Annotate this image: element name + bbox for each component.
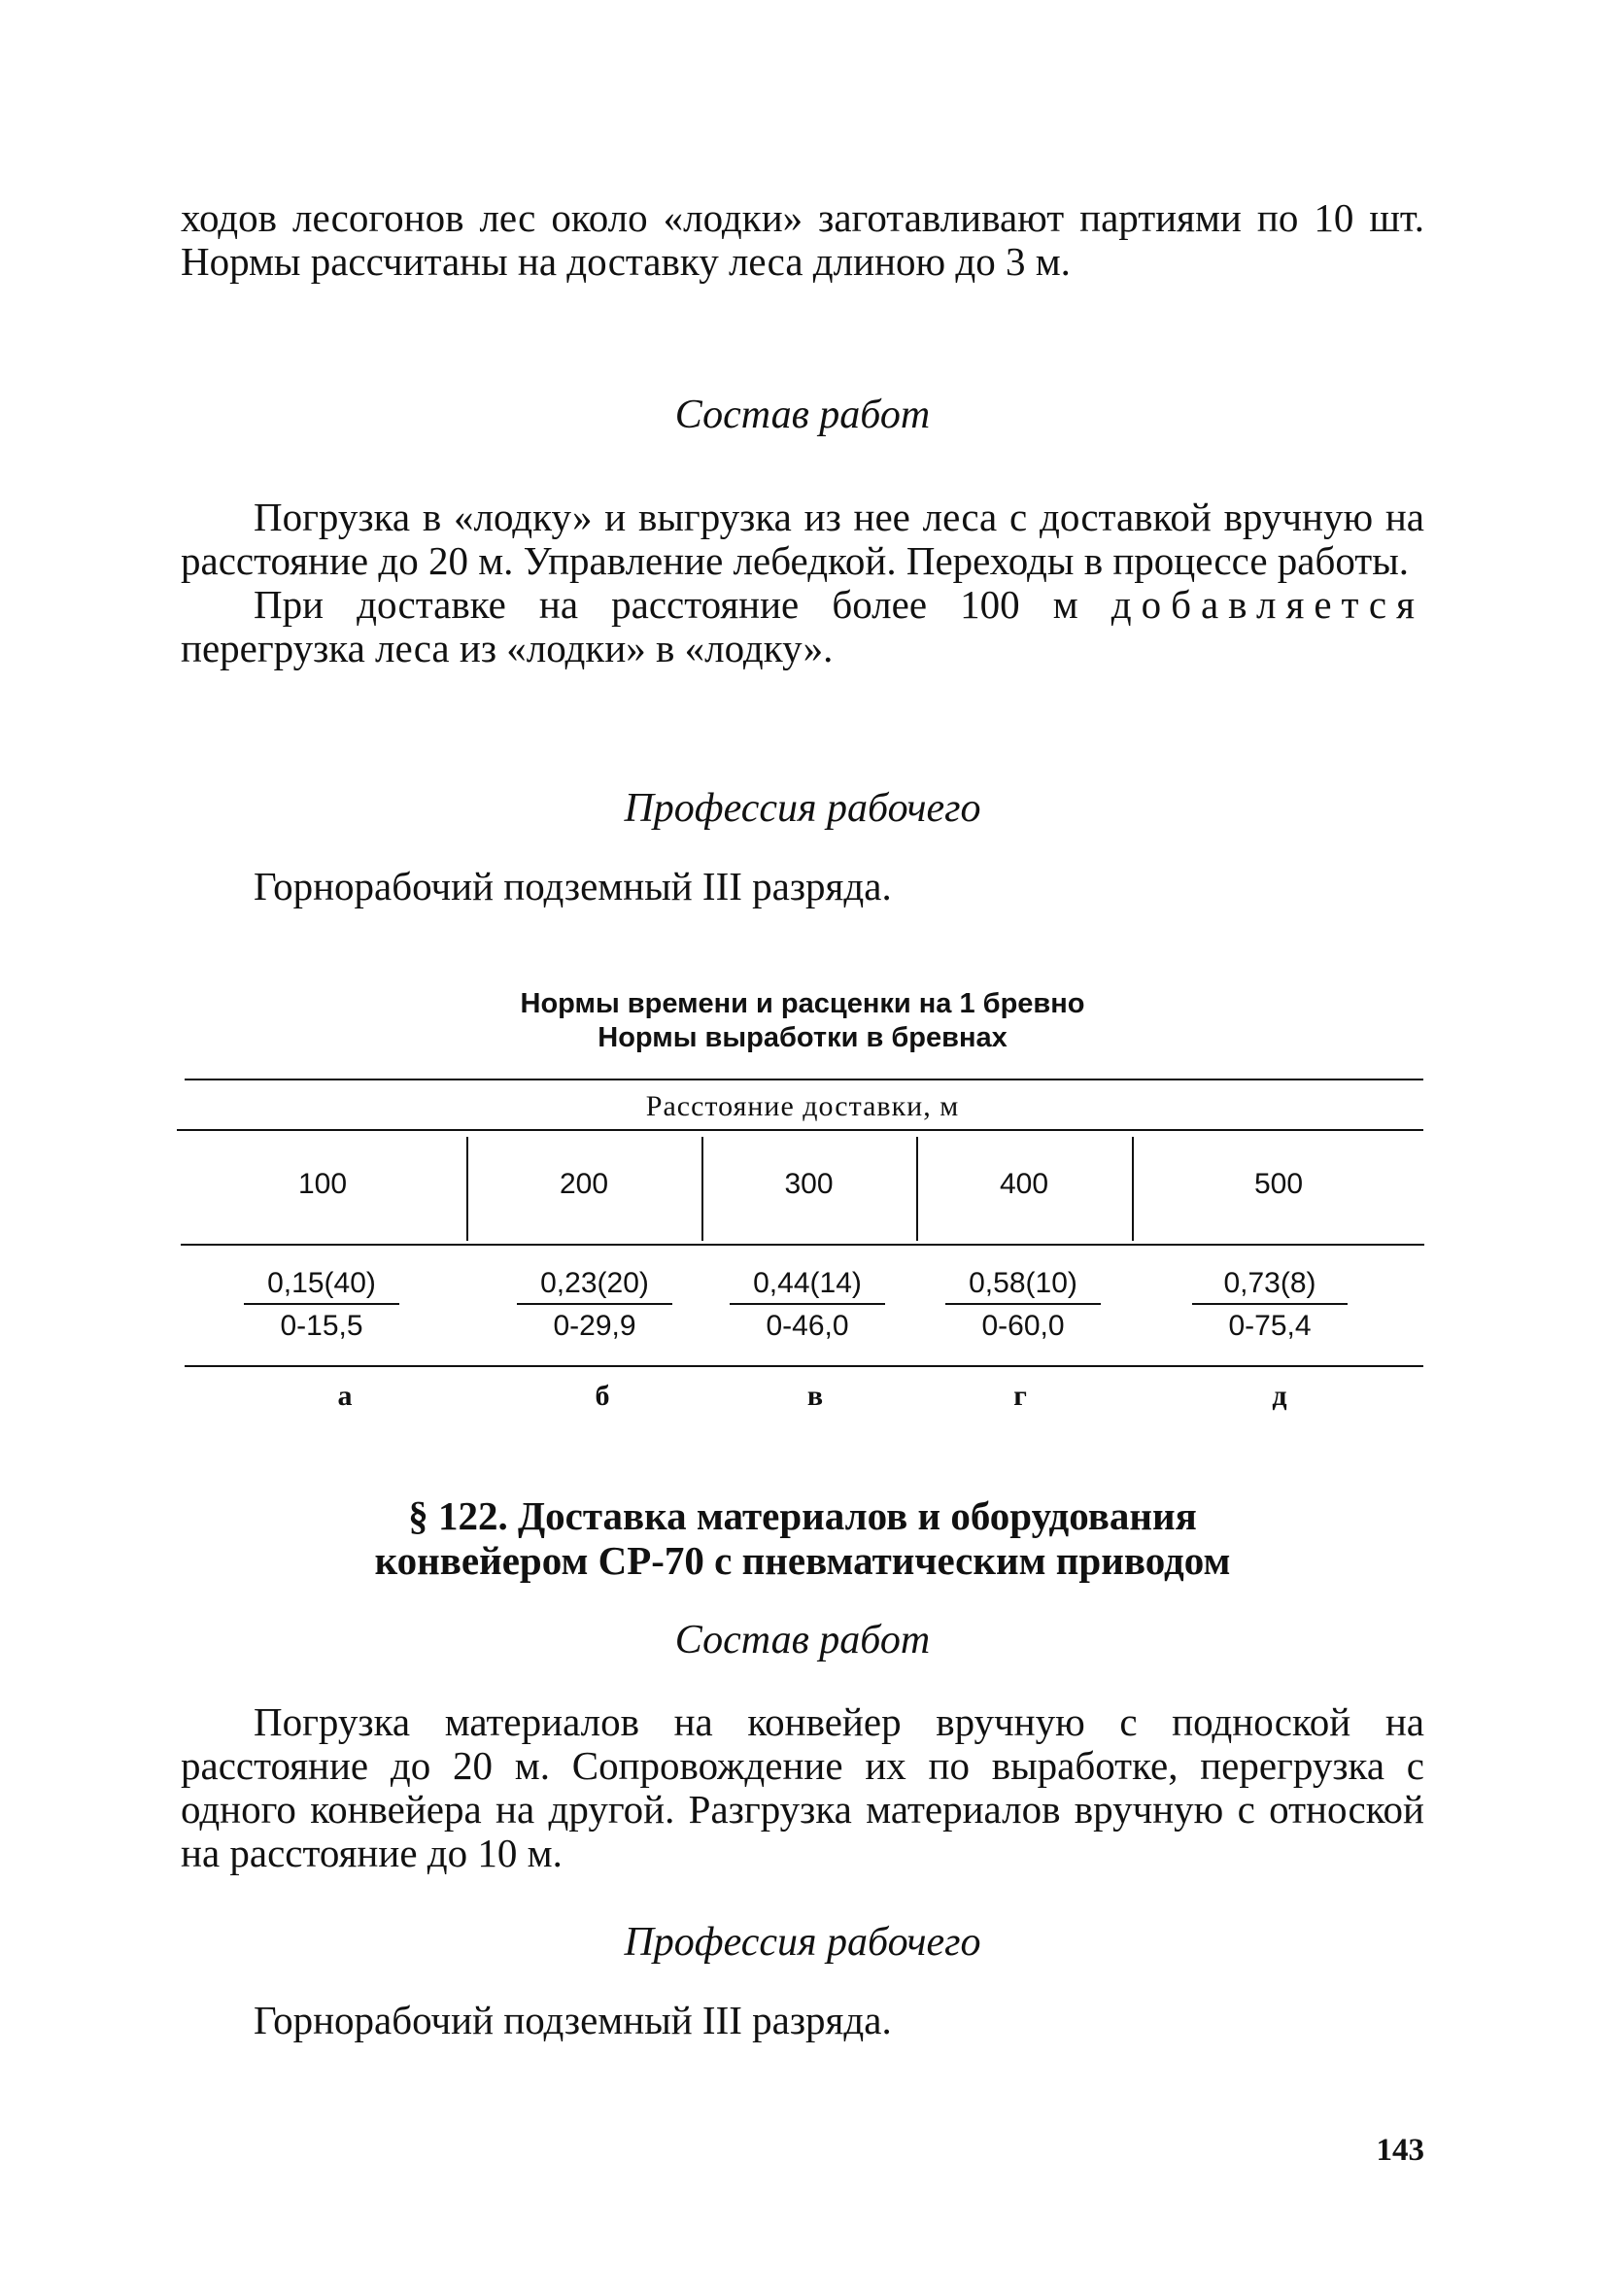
intro-block: [181, 196, 1424, 284]
fraction-bar: [945, 1303, 1101, 1305]
section-122-work-heading: Состав работ: [674, 1618, 931, 1662]
table-caption-line2: Нормы выработки в бревнах: [598, 1022, 1008, 1053]
profession-block: [181, 865, 1424, 908]
table-top-rule: [185, 1079, 1423, 1080]
intro-paragraph: ходов лесогонов лес около «лодки» заготавливают партиями по 10 шт. Нормы рассчитаны на доставку леса длиною до 3 м.: [181, 195, 1424, 284]
work-composition-heading: Состав работ: [674, 393, 931, 437]
column-letter-v: в: [806, 1380, 824, 1412]
column-header-500: 500: [1253, 1168, 1304, 1200]
page-number: 143: [1376, 2133, 1424, 2168]
section-122-title-line2: конвейером СР-70 с пневматическим приводом: [374, 1538, 1231, 1583]
norm-cell-500: [1178, 1266, 1362, 1344]
norm-cell-100: [229, 1266, 414, 1344]
column-letter-b: б: [595, 1380, 610, 1412]
fraction-bar: [517, 1303, 672, 1305]
norm-denominator: 0-15,5: [280, 1310, 363, 1342]
column-header-200: 200: [559, 1168, 609, 1200]
norm-denominator: 0-29,9: [553, 1310, 636, 1342]
norm-numerator: 0,15(40): [267, 1267, 376, 1299]
fraction-bar: [1192, 1303, 1348, 1305]
profession-heading: Профессия рабочего: [624, 786, 981, 831]
norm-cell-400: [931, 1266, 1115, 1344]
norm-cell-200: [502, 1266, 687, 1344]
column-letter-d: д: [1272, 1380, 1287, 1412]
norm-denominator: 0-75,4: [1228, 1310, 1312, 1342]
addition-text-b: перегрузка леса из «лодки» в «лодку».: [181, 626, 834, 670]
table-header-rule: [177, 1129, 1423, 1131]
section-122-profession-heading: Профессия рабочего: [624, 1920, 981, 1965]
norm-numerator: 0,23(20): [540, 1267, 649, 1299]
section-122-title-line1: § 122. Доставка материалов и оборудования: [408, 1493, 1197, 1538]
fraction-bar: [730, 1303, 885, 1305]
table-bottom-rule: [185, 1365, 1423, 1367]
section-122-profession-block: [181, 1999, 1424, 2042]
section-122-work-paragraph: Погрузка материалов на конвейер вручную с подноской на расстояние до 20 м. Сопровождение их по выработке, перегрузка с одного конвейера на другой. Разгрузка материалов вручную с отноской на расстояние до 10 м.: [181, 1699, 1424, 1875]
table-caption-line1: Нормы времени и расценки на 1 бревно: [520, 988, 1085, 1019]
work-composition-block: [181, 496, 1424, 670]
section-122-work-block: [181, 1700, 1424, 1875]
table-body-rule: [181, 1244, 1424, 1246]
column-header-100: 100: [297, 1168, 348, 1200]
work-composition-paragraph: Погрузка в «лодку» и выгрузка из нее леса с доставкой вручную на расстояние до 20 м. Управление лебедкой. Переходы в процессе работы.: [181, 495, 1424, 583]
column-header-400: 400: [999, 1168, 1049, 1200]
column-header-300: 300: [784, 1168, 834, 1200]
profession-text: Горнорабочий подземный III разряда.: [254, 864, 892, 908]
addition-text-a: При доставке на расстояние более 100 м: [254, 582, 1111, 627]
addition-text-spaced: добавляется: [1111, 582, 1424, 627]
norm-cell-300: [715, 1266, 900, 1344]
norm-denominator: 0-46,0: [766, 1310, 849, 1342]
section-122-profession-text: Горнорабочий подземный III разряда.: [254, 1998, 892, 2042]
column-letter-a: а: [337, 1380, 353, 1412]
fraction-bar: [244, 1303, 399, 1305]
norm-denominator: 0-60,0: [981, 1310, 1065, 1342]
column-letter-g: г: [1013, 1380, 1027, 1412]
work-addition-paragraph: [181, 583, 1424, 670]
norm-numerator: 0,58(10): [969, 1267, 1077, 1299]
table-group-header: Расстояние доставки, м: [645, 1090, 960, 1122]
norm-numerator: 0,73(8): [1223, 1267, 1316, 1299]
norm-numerator: 0,44(14): [753, 1267, 862, 1299]
